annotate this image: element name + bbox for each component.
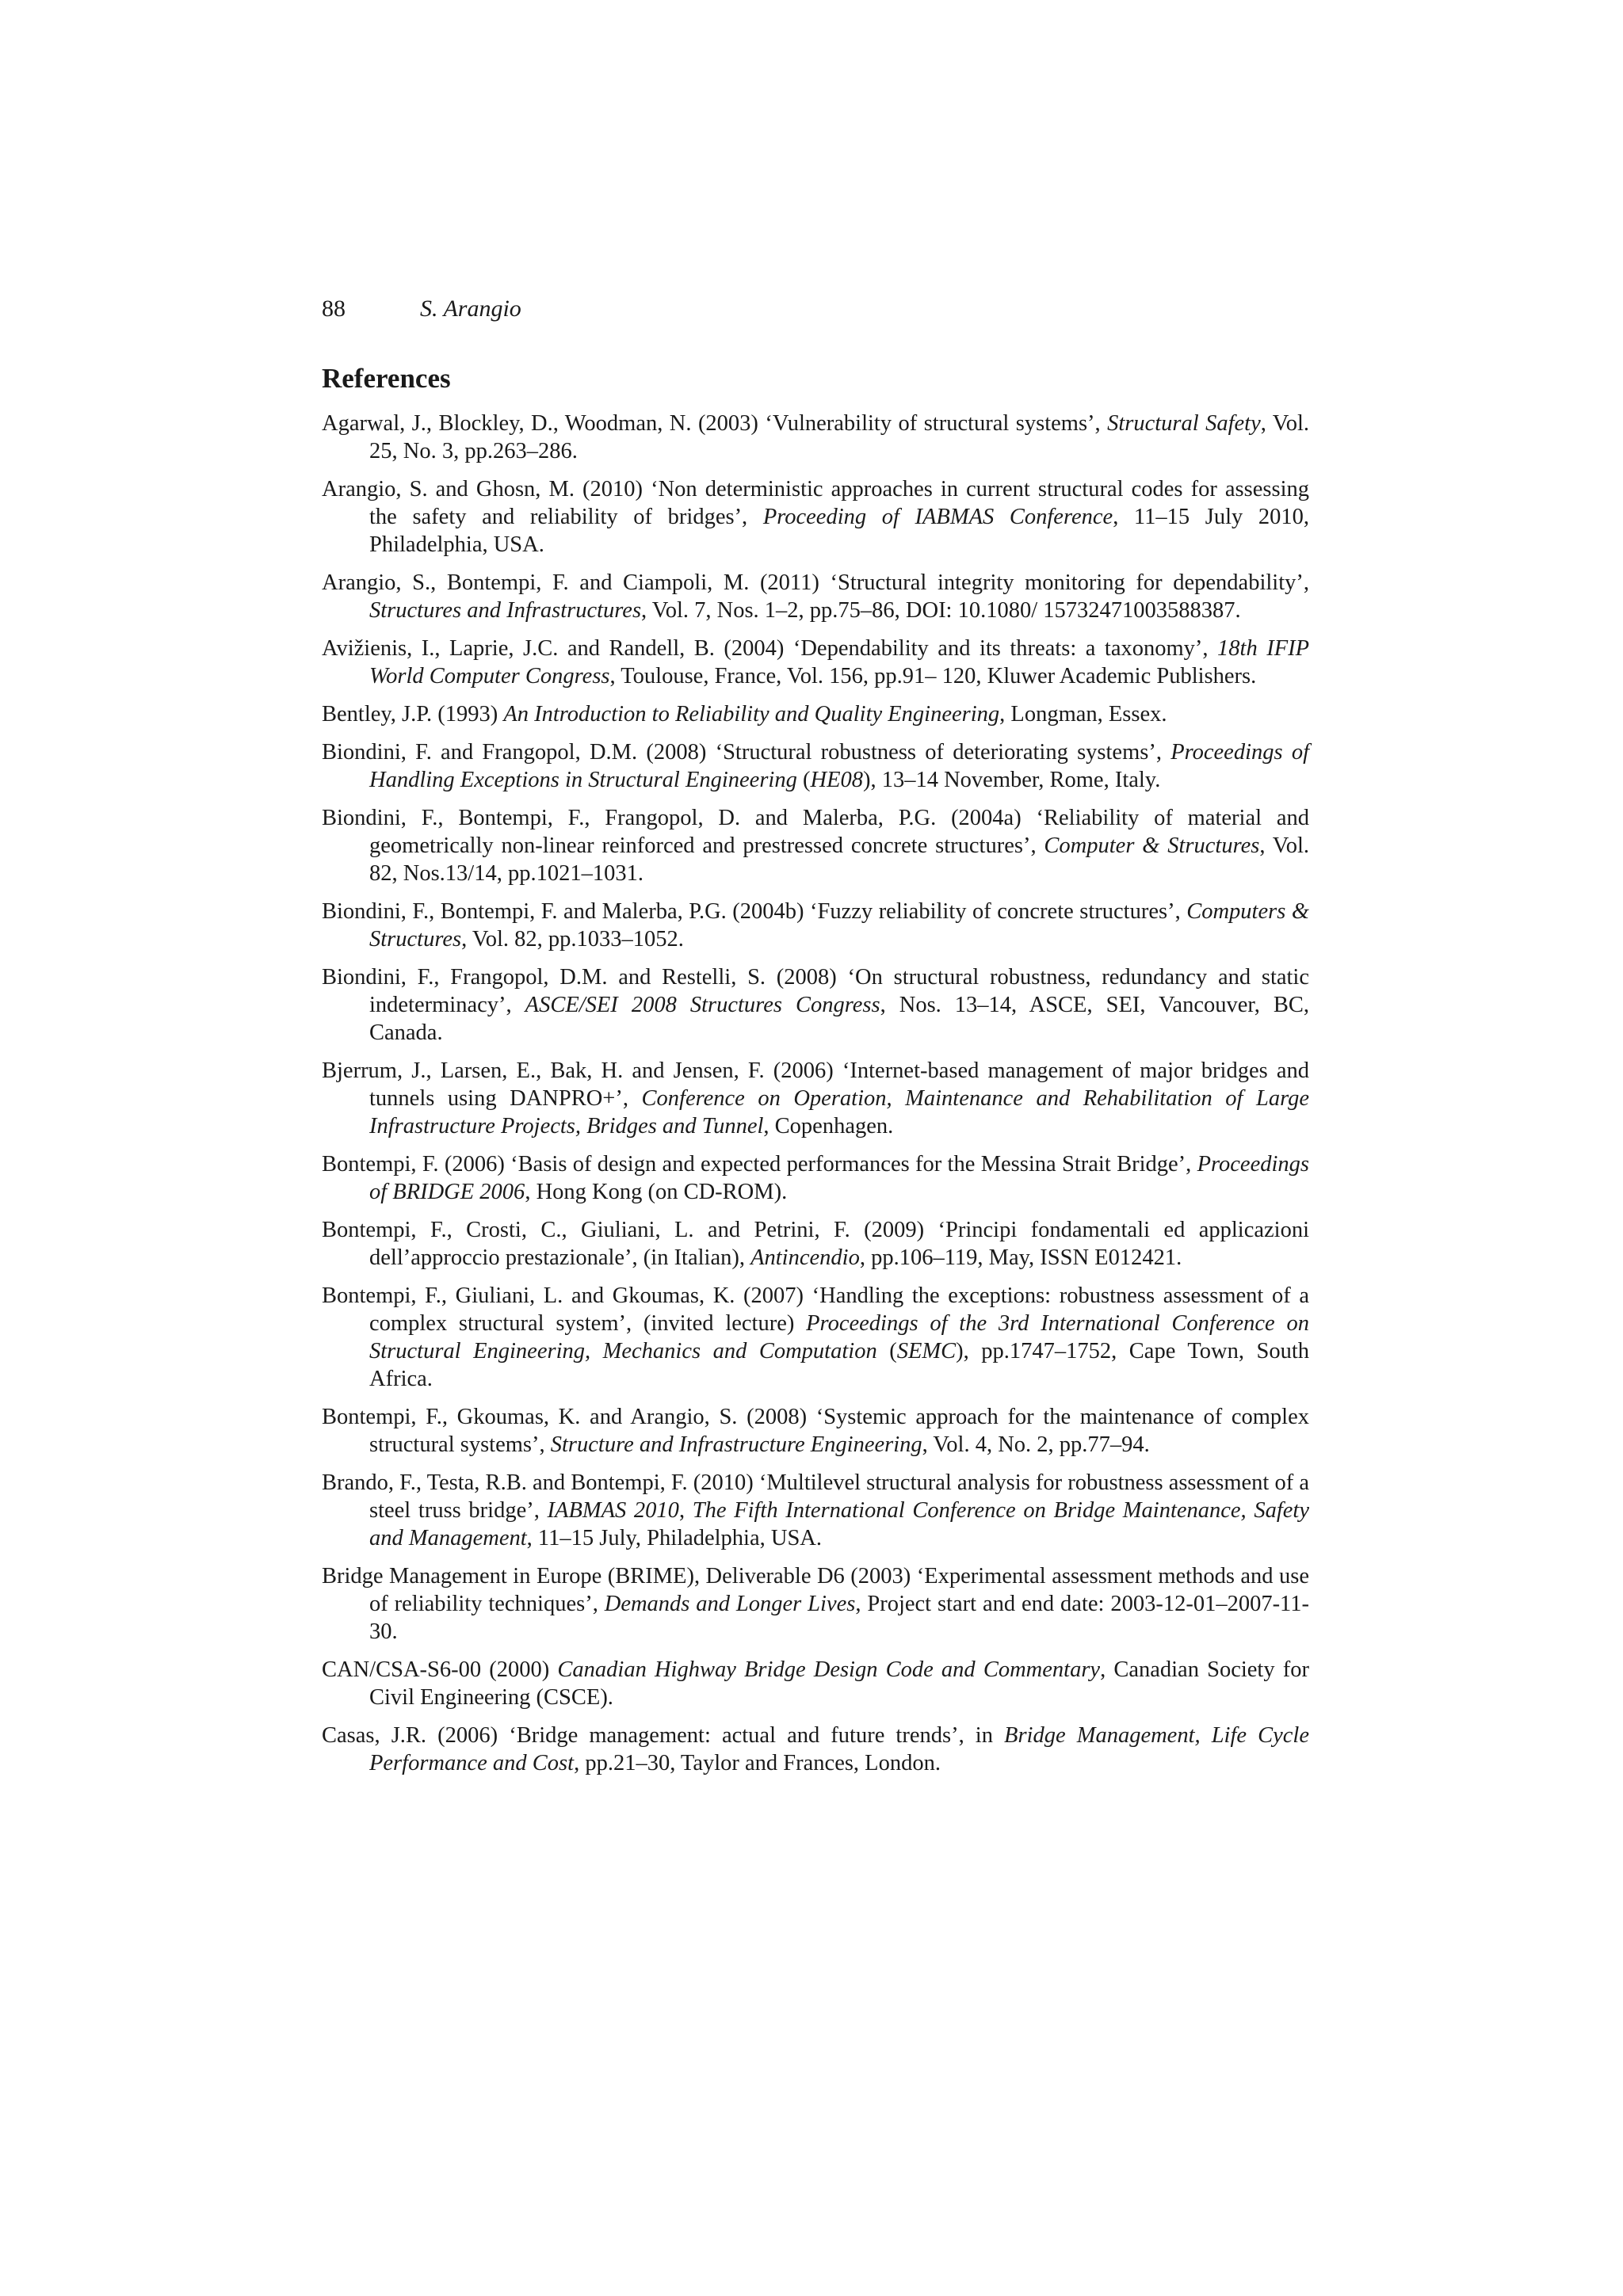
reference-italic-text: Computer & Structures [1044, 833, 1260, 858]
reference-italic-text: Canadian Highway Bridge Design Code and Commentary [557, 1657, 1101, 1682]
reference-item [322, 475, 1309, 559]
reference-text: Biondini, F., Bontempi, F. and Malerba, P.G. (2004b) ‘Fuzzy reliability of concrete structures’, [322, 899, 1187, 924]
running-header [322, 293, 521, 325]
running-author: S. Arangio [420, 296, 521, 322]
reference-italic-text: Structural Safety [1107, 411, 1261, 436]
reference-text: ( [796, 768, 811, 792]
reference-item [322, 1057, 1309, 1140]
reference-item [322, 1469, 1309, 1552]
reference-text: ), 13–14 November, Rome, Italy. [862, 768, 1161, 792]
reference-item [322, 1282, 1309, 1393]
reference-text: Bjerrum, J., Larsen, E., Bak, H. and Jensen, F. (2006) ‘Internet-based management of major bridges and tunnels using DANPRO+’, [322, 1058, 1309, 1111]
reference-item [322, 1216, 1309, 1272]
reference-italic-text: An Introduction to Reliability and Quality Engineering [503, 702, 1000, 727]
reference-italic-text: Structures and Infrastructures [369, 598, 642, 623]
reference-item [322, 1150, 1309, 1206]
reference-italic-text: Proceedings of Handling Exceptions in Structural Engineering [369, 740, 1309, 792]
reference-italic-text: HE08 [810, 768, 863, 792]
reference-text: Bontempi, F. (2006) ‘Basis of design and expected performances for the Messina Strait Bridge’, [322, 1152, 1197, 1177]
reference-italic-text: Computers & Structures [369, 899, 1309, 952]
reference-text: , Project start and end date: 2003-12-01–2007-11-30. [369, 1592, 1309, 1644]
reference-italic-text: Proceedings of the 3rd International Conference on Structural Engineering, Mechanics and Computation [369, 1311, 1309, 1363]
reference-text: , 11–15 July 2010, Philadelphia, USA. [369, 505, 1310, 557]
reference-text: ), pp.1747–1752, Cape Town, South Africa. [369, 1339, 1309, 1391]
reference-text: , Nos. 13–14, ASCE, SEI, Vancouver, BC, Canada. [369, 993, 1309, 1045]
reference-item [322, 898, 1309, 953]
reference-item [322, 1722, 1309, 1777]
reference-item [322, 410, 1309, 465]
reference-text: Biondini, F., Bontempi, F., Frangopol, D. and Malerba, P.G. (2004a) ‘Reliability of material and geometrically non-linear reinforced and prestressed concrete structures’, [322, 806, 1309, 858]
reference-italic-text: IABMAS 2010 [547, 1498, 679, 1523]
reference-text: , Vol. 82, pp.1033–1052. [461, 927, 684, 952]
reference-text: , pp.106–119, May, ISSN E012421. [859, 1245, 1182, 1270]
reference-text: Casas, J.R. (2006) ‘Bridge management: actual and future trends’, in [322, 1723, 1005, 1748]
reference-item [322, 1656, 1309, 1711]
reference-text: Agarwal, J., Blockley, D., Woodman, N. (2003) ‘Vulnerability of structural systems’, [322, 411, 1108, 436]
reference-text: Brando, F., Testa, R.B. and Bontempi, F. (2010) ‘Multilevel structural analysis for robustness assessment of a steel truss bridge’, [322, 1470, 1309, 1523]
reference-italic-text: The Fifth International Conference on Bridge Maintenance, Safety and Management [369, 1498, 1309, 1550]
reference-text: Avižienis, I., Laprie, J.C. and Randell, B. (2004) ‘Dependability and its threats: a taxonomy’, [322, 636, 1218, 661]
reference-text: Bontempi, F., Gkoumas, K. and Arangio, S. (2008) ‘Systemic approach for the maintenance of complex structural systems’, [322, 1405, 1309, 1457]
reference-text: ( [876, 1339, 897, 1363]
reference-item [322, 635, 1309, 690]
reference-item [322, 804, 1309, 887]
reference-italic-text: Structure and Infrastructure Engineering [550, 1432, 922, 1457]
reference-text: Bontempi, F., Giuliani, L. and Gkoumas, K. (2007) ‘Handling the exceptions: robustness assessment of a complex structural system’, (invited lecture) [322, 1283, 1309, 1336]
reference-text: Biondini, F., Frangopol, D.M. and Restelli, S. (2008) ‘On structural robustness, redundancy and static indeterminacy’, [322, 965, 1309, 1017]
reference-text: Bentley, J.P. (1993) [322, 702, 504, 727]
reference-italic-text: Proceeding of IABMAS Conference [762, 505, 1113, 529]
reference-italic-text: Antincendio [750, 1245, 860, 1270]
reference-text: , Vol. 82, Nos.13/14, pp.1021–1031. [369, 833, 1309, 886]
reference-text: , Copenhagen. [763, 1114, 894, 1138]
reference-item [322, 569, 1309, 624]
reference-italic-text: SEMC [896, 1339, 957, 1363]
section-heading: References [322, 363, 451, 394]
reference-text: CAN/CSA-S6-00 (2000) [322, 1657, 558, 1682]
reference-item [322, 1562, 1309, 1646]
reference-text: , [678, 1498, 693, 1523]
reference-text: Biondini, F. and Frangopol, D.M. (2008) ‘Structural robustness of deteriorating systems’, [322, 740, 1171, 765]
reference-italic-text: ASCE/SEI 2008 Structures Congress [525, 993, 880, 1017]
reference-text: Bontempi, F., Crosti, C., Giuliani, L. and Petrini, F. (2009) ‘Principi fondamentali ed applicazioni dell’approccio prestazionale’, (in Italian), [322, 1218, 1309, 1270]
reference-item [322, 1403, 1309, 1459]
reference-text: , Vol. 25, No. 3, pp.263–286. [369, 411, 1309, 463]
reference-text: , Vol. 7, Nos. 1–2, pp.75–86, DOI: 10.1080/ 15732471003588387. [641, 598, 1241, 623]
reference-text: , Longman, Essex. [999, 702, 1167, 727]
reference-text: , pp.21–30, Taylor and Frances, London. [574, 1751, 941, 1775]
reference-text: , Vol. 4, No. 2, pp.77–94. [922, 1432, 1150, 1457]
reference-text: Arangio, S. and Ghosn, M. (2010) ‘Non deterministic approaches in current structural codes for assessing the safety and reliability of bridges’, [322, 477, 1309, 529]
reference-text: , Toulouse, France, Vol. 156, pp.91– 120, Kluwer Academic Publishers. [609, 664, 1257, 688]
reference-italic-text: 18th IFIP World Computer Congress [369, 636, 1309, 688]
page-number: 88 [322, 296, 346, 322]
reference-text: Arangio, S., Bontempi, F. and Ciampoli, M. (2011) ‘Structural integrity monitoring for dependability’, [322, 570, 1309, 595]
reference-item [322, 963, 1309, 1047]
reference-text: , Canadian Society for Civil Engineering (CSCE). [369, 1657, 1309, 1710]
reference-text: , Hong Kong (on CD-ROM). [525, 1180, 788, 1204]
reference-text: Bridge Management in Europe (BRIME), Deliverable D6 (2003) ‘Experimental assessment methods and use of reliability techniques’, [322, 1564, 1309, 1616]
reference-list [322, 410, 1309, 1787]
reference-italic-text: Conference on Operation, Maintenance and Rehabilitation of Large Infrastructure Projects, Bridges and Tunnel [369, 1086, 1310, 1138]
reference-text: , 11–15 July, Philadelphia, USA. [526, 1526, 823, 1550]
reference-italic-text: Demands and Longer Lives [604, 1592, 856, 1616]
reference-item [322, 700, 1309, 728]
reference-item [322, 738, 1309, 794]
reference-italic-text: Proceedings of BRIDGE 2006 [369, 1152, 1309, 1204]
reference-italic-text: Bridge Management, Life Cycle Performance and Cost [369, 1723, 1309, 1775]
